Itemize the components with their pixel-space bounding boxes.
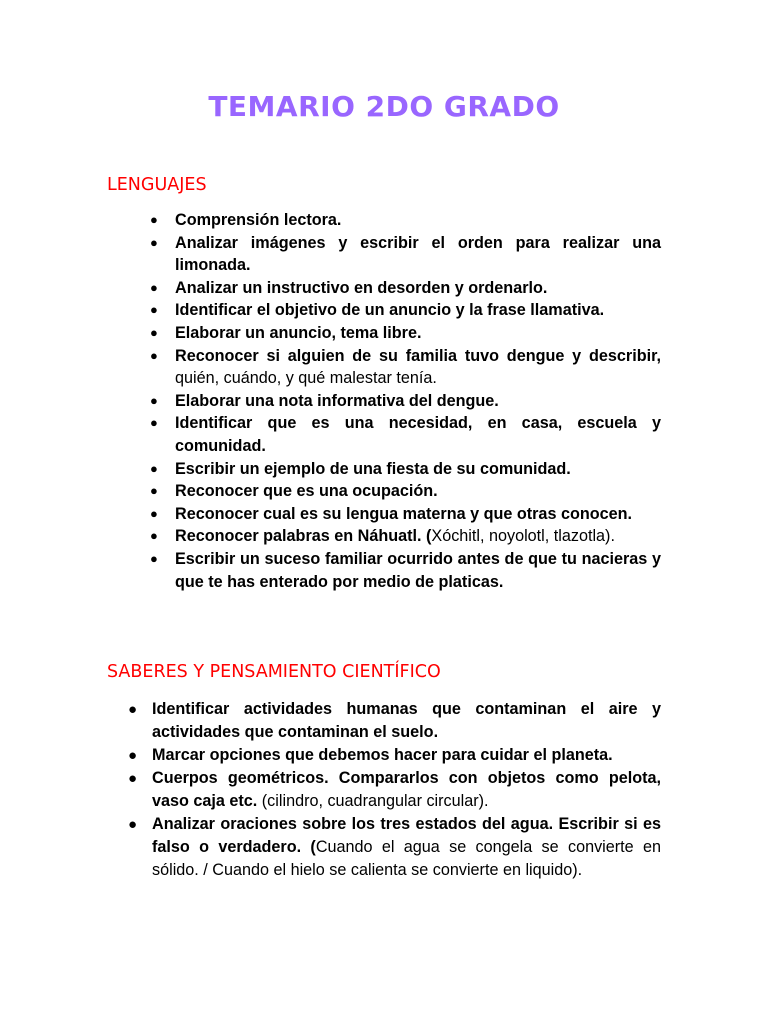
list-item: ● Escribir un ejemplo de una fiesta de su comunidad. [150, 458, 661, 481]
bullet-icon: ● [150, 505, 158, 521]
topic-list-saberes [127, 698, 661, 882]
list-item: ● Analizar imágenes y escribir el orden para realizar una limonada. [150, 233, 661, 275]
bullet-icon: ● [150, 483, 158, 499]
bullet-icon: ● [150, 324, 158, 340]
list-item: ● Identificar el objetivo de un anuncio y la frase llamativa. [150, 299, 661, 322]
list-item: ● Reconocer si alguien de su familia tuvo dengue y describir, quién, cuándo, y qué malestar tenía. [150, 346, 661, 388]
list-item: ● Analizar oraciones sobre los tres estados del agua. Escribir si es falso o verdadero. (Cuando el agua se congela se convierte en sólido. / Cuando el hielo se calienta se convierte en liquido). [128, 815, 661, 879]
topic-list-lenguajes [150, 209, 661, 593]
list-item: ● Identificar actividades humanas que contaminan el aire y actividades que contaminan el suelo. [128, 700, 661, 741]
list-item: ● Reconocer palabras en Náhuatl. (Xóchitl, noyolotl, tlazotla). [150, 525, 661, 548]
list-item: ● Cuerpos geométricos. Compararlos con objetos como pelota, vaso caja etc. (cilindro, cuadrangular circular). [128, 769, 661, 810]
list-item: ● Marcar opciones que debemos hacer para cuidar el planeta. [127, 744, 661, 767]
bullet-icon: ● [150, 415, 158, 431]
document-title: TEMARIO 2DO GRADO [208, 90, 560, 123]
bullet-icon: ● [150, 347, 158, 363]
section-heading-saberes: SABERES Y PENSAMIENTO CIENTÍFICO [107, 662, 441, 682]
bullet-icon: ● [150, 212, 158, 227]
bullet-icon: ● [128, 701, 138, 718]
list-item: ● Escribir un suceso familiar ocurrido antes de que tu nacieras y que te has enterado por medio de platicas. [150, 549, 661, 591]
bullet-icon: ● [128, 816, 138, 833]
bullet-icon: ● [150, 460, 158, 476]
bullet-icon: ● [150, 528, 158, 544]
list-item: ● Reconocer cual es su lengua materna y que otras conocen. [150, 503, 661, 526]
list-item: ● Elaborar una nota informativa del dengue. [150, 390, 661, 413]
bullet-icon: ● [128, 747, 138, 764]
list-item: ● Elaborar un anuncio, tema libre. [150, 322, 661, 345]
list-item: ● Comprensión lectora. [150, 209, 661, 232]
bullet-icon: ● [150, 392, 158, 408]
list-item: ● Reconocer que es una ocupación. [150, 480, 661, 503]
bullet-icon: ● [150, 234, 158, 250]
list-item: ● Analizar un instructivo en desorden y ordenarlo. [150, 277, 661, 300]
section-heading-lenguajes: LENGUAJES [107, 175, 207, 195]
bullet-icon: ● [128, 770, 138, 787]
bullet-icon: ● [150, 302, 158, 318]
bullet-icon: ● [150, 550, 158, 566]
bullet-icon: ● [150, 279, 158, 295]
list-item: ● Identificar que es una necesidad, en casa, escuela y comunidad. [150, 414, 661, 455]
